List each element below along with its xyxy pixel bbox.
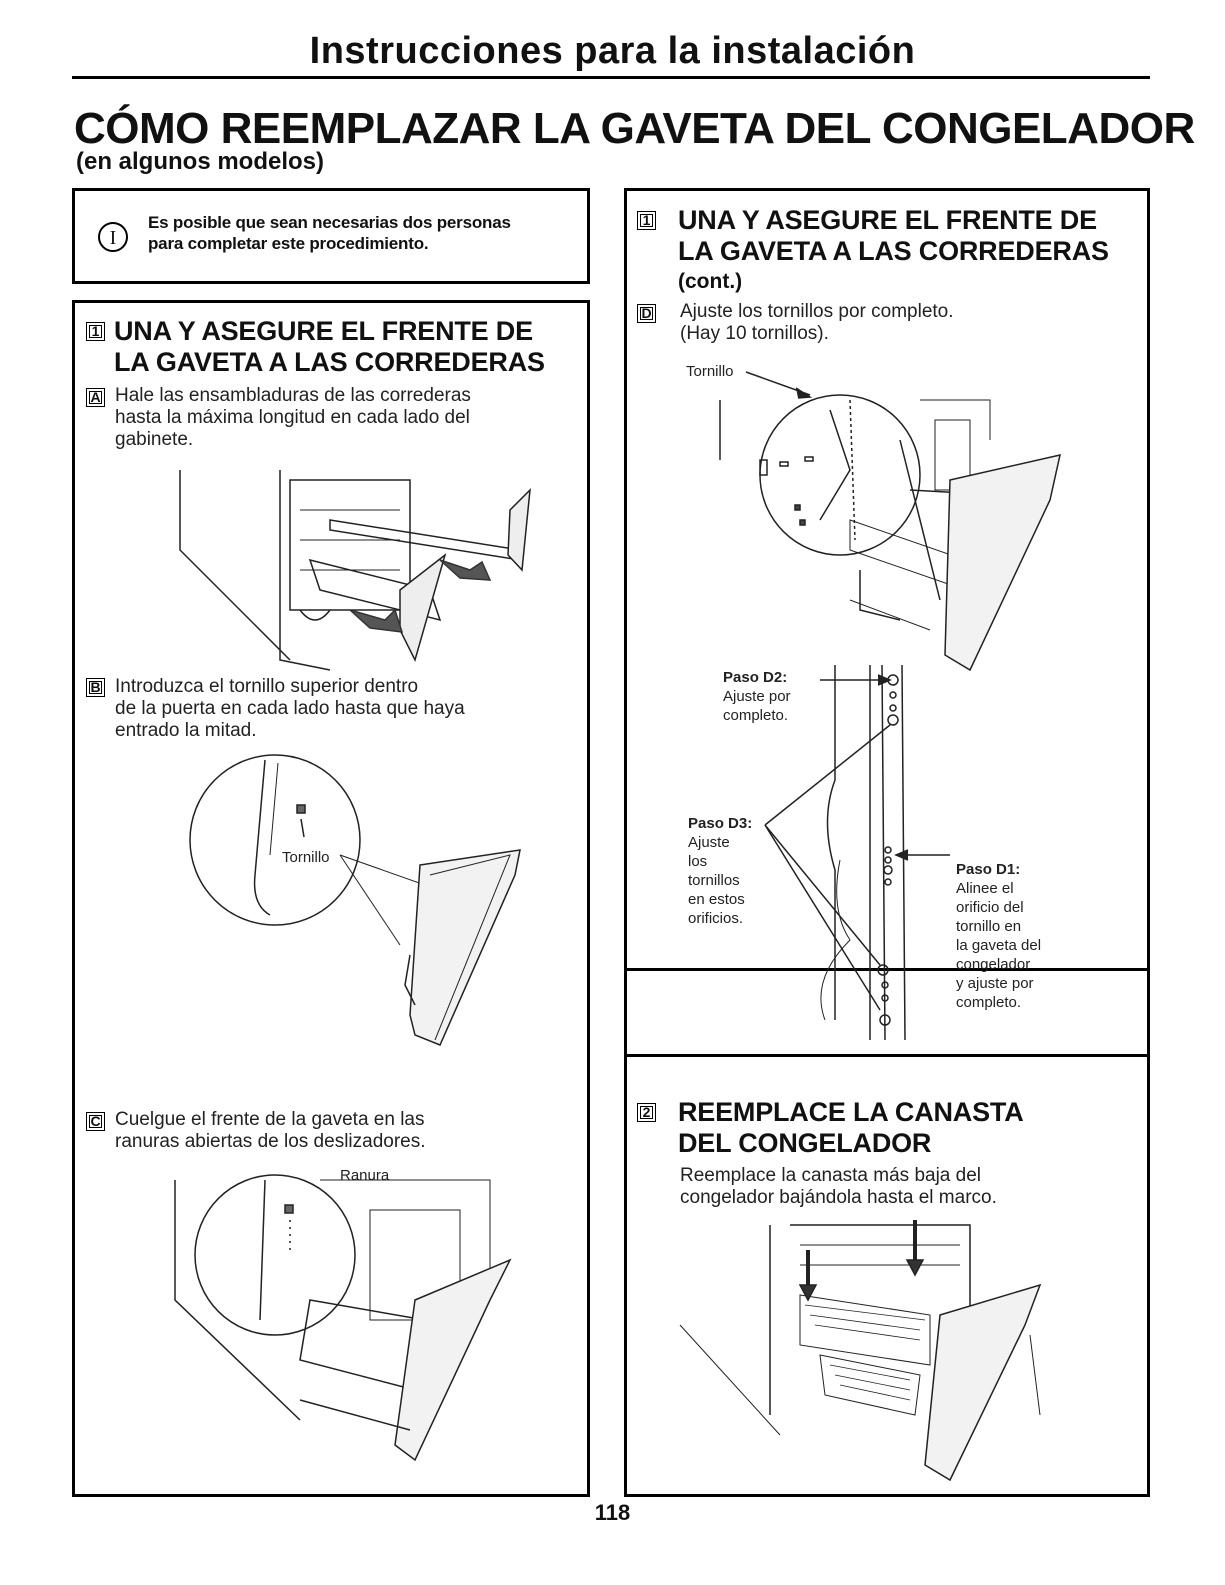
section1-heading-line: UNA Y ASEGURE EL FRENTE DE: [114, 316, 533, 346]
step-d3-line: en estos: [688, 891, 745, 908]
note-text: [148, 212, 583, 254]
section2-text: [680, 1165, 1140, 1209]
section2-number-badge: 2: [637, 1103, 656, 1122]
step-c-line: ranuras abiertas de los deslizadores.: [115, 1131, 426, 1152]
step-b-line: entrado la mitad.: [115, 720, 257, 741]
step-a-line: Hale las ensambladuras de las correderas: [115, 385, 471, 406]
section1-heading-line: LA GAVETA A LAS CORREDERAS: [114, 347, 545, 377]
step-d3-line: orificios.: [688, 910, 744, 927]
step-d3-line: Ajuste: [688, 834, 730, 851]
step-d-illustration-top: [700, 370, 1130, 670]
step-d2-label: [723, 668, 791, 725]
step-c-line: Cuelgue el frente de la gaveta en las: [115, 1109, 425, 1130]
section2-illustration: [670, 1215, 1090, 1485]
step-d1-line: y ajuste por: [956, 975, 1034, 992]
step-d1-label: [956, 860, 1041, 1012]
step-a-badge: A: [86, 388, 105, 407]
header-divider: [72, 76, 1150, 79]
page-header-title: Instrucciones para la instalación: [309, 30, 916, 72]
step-d3-line: tornillos: [688, 872, 740, 889]
step-b-line: Introduzca el tornillo superior dentro: [115, 676, 419, 697]
step-a-text: [115, 385, 575, 451]
step-d1-line: Alinee el: [956, 880, 1014, 897]
step-d-callout-tornillo: Tornillo: [686, 363, 734, 380]
step-d3-label: [688, 814, 752, 928]
section1-cont-label: (cont.): [678, 270, 743, 293]
step-d2-line: completo.: [723, 707, 789, 724]
step-b-badge: B: [86, 678, 105, 697]
step-d-line: Ajuste los tornillos por completo.: [680, 301, 954, 322]
step-d-text: [680, 301, 1140, 345]
step-d1-line: completo.: [956, 994, 1022, 1011]
step-d2-line: Ajuste por: [723, 688, 791, 705]
note-text-line: Es posible que sean necesarias dos personas: [148, 213, 511, 232]
step-d1-title: Paso D1:: [956, 861, 1021, 878]
step-a-line: gabinete.: [115, 429, 194, 450]
section1-cont-heading-line: LA GAVETA A LAS CORREDERAS: [678, 236, 1109, 266]
step-d1-line: congelador: [956, 956, 1031, 973]
section1-cont-number-badge: 1: [637, 211, 656, 230]
step-d1-line: tornillo en: [956, 918, 1022, 935]
page-number: 118: [594, 1500, 631, 1525]
page-subtitle: (en algunos modelos): [76, 148, 325, 175]
section2-line: congelador bajándola hasta el marco.: [680, 1187, 997, 1208]
section2-line: Reemplace la canasta más baja del: [680, 1165, 982, 1186]
info-circle-icon: I: [98, 222, 128, 252]
section1-cont-heading-line: UNA Y ASEGURE EL FRENTE DE: [678, 205, 1097, 235]
step-d-badge: D: [637, 304, 656, 323]
step-d3-title: Paso D3:: [688, 815, 753, 832]
step-a-line: hasta la máxima longitud en cada lado del: [115, 407, 470, 428]
step-c-text: [115, 1109, 575, 1153]
section2-heading: [678, 1097, 1024, 1159]
step-c-illustration: [170, 1170, 550, 1470]
step-b-line: de la puerta en cada lado hasta que haya: [115, 698, 465, 719]
step-b-callout-tornillo: Tornillo: [282, 849, 330, 866]
step-d1-line: la gaveta del: [956, 937, 1042, 954]
step-d1-line: orificio del: [956, 899, 1024, 916]
step-c-callout-ranura: Ranura: [340, 1167, 390, 1184]
section1-cont-heading: [678, 205, 1109, 267]
step-d2-title: Paso D2:: [723, 669, 788, 686]
note-text-line: para completar este procedimiento.: [148, 234, 429, 253]
page-title: CÓMO REEMPLAZAR LA GAVETA DEL CONGELADOR: [74, 104, 1195, 153]
step-d3-line: los: [688, 853, 708, 870]
section2-heading-line: REEMPLACE LA CANASTA: [678, 1097, 1024, 1127]
section2-heading-line: DEL CONGELADOR: [678, 1128, 932, 1158]
section1-number-badge: 1: [86, 322, 105, 341]
section1-heading: [114, 316, 545, 378]
step-b-illustration: [190, 755, 550, 1055]
step-a-illustration: [170, 460, 550, 670]
step-b-text: [115, 676, 575, 742]
step-d-line: (Hay 10 tornillos).: [680, 323, 829, 344]
step-c-badge: C: [86, 1112, 105, 1131]
